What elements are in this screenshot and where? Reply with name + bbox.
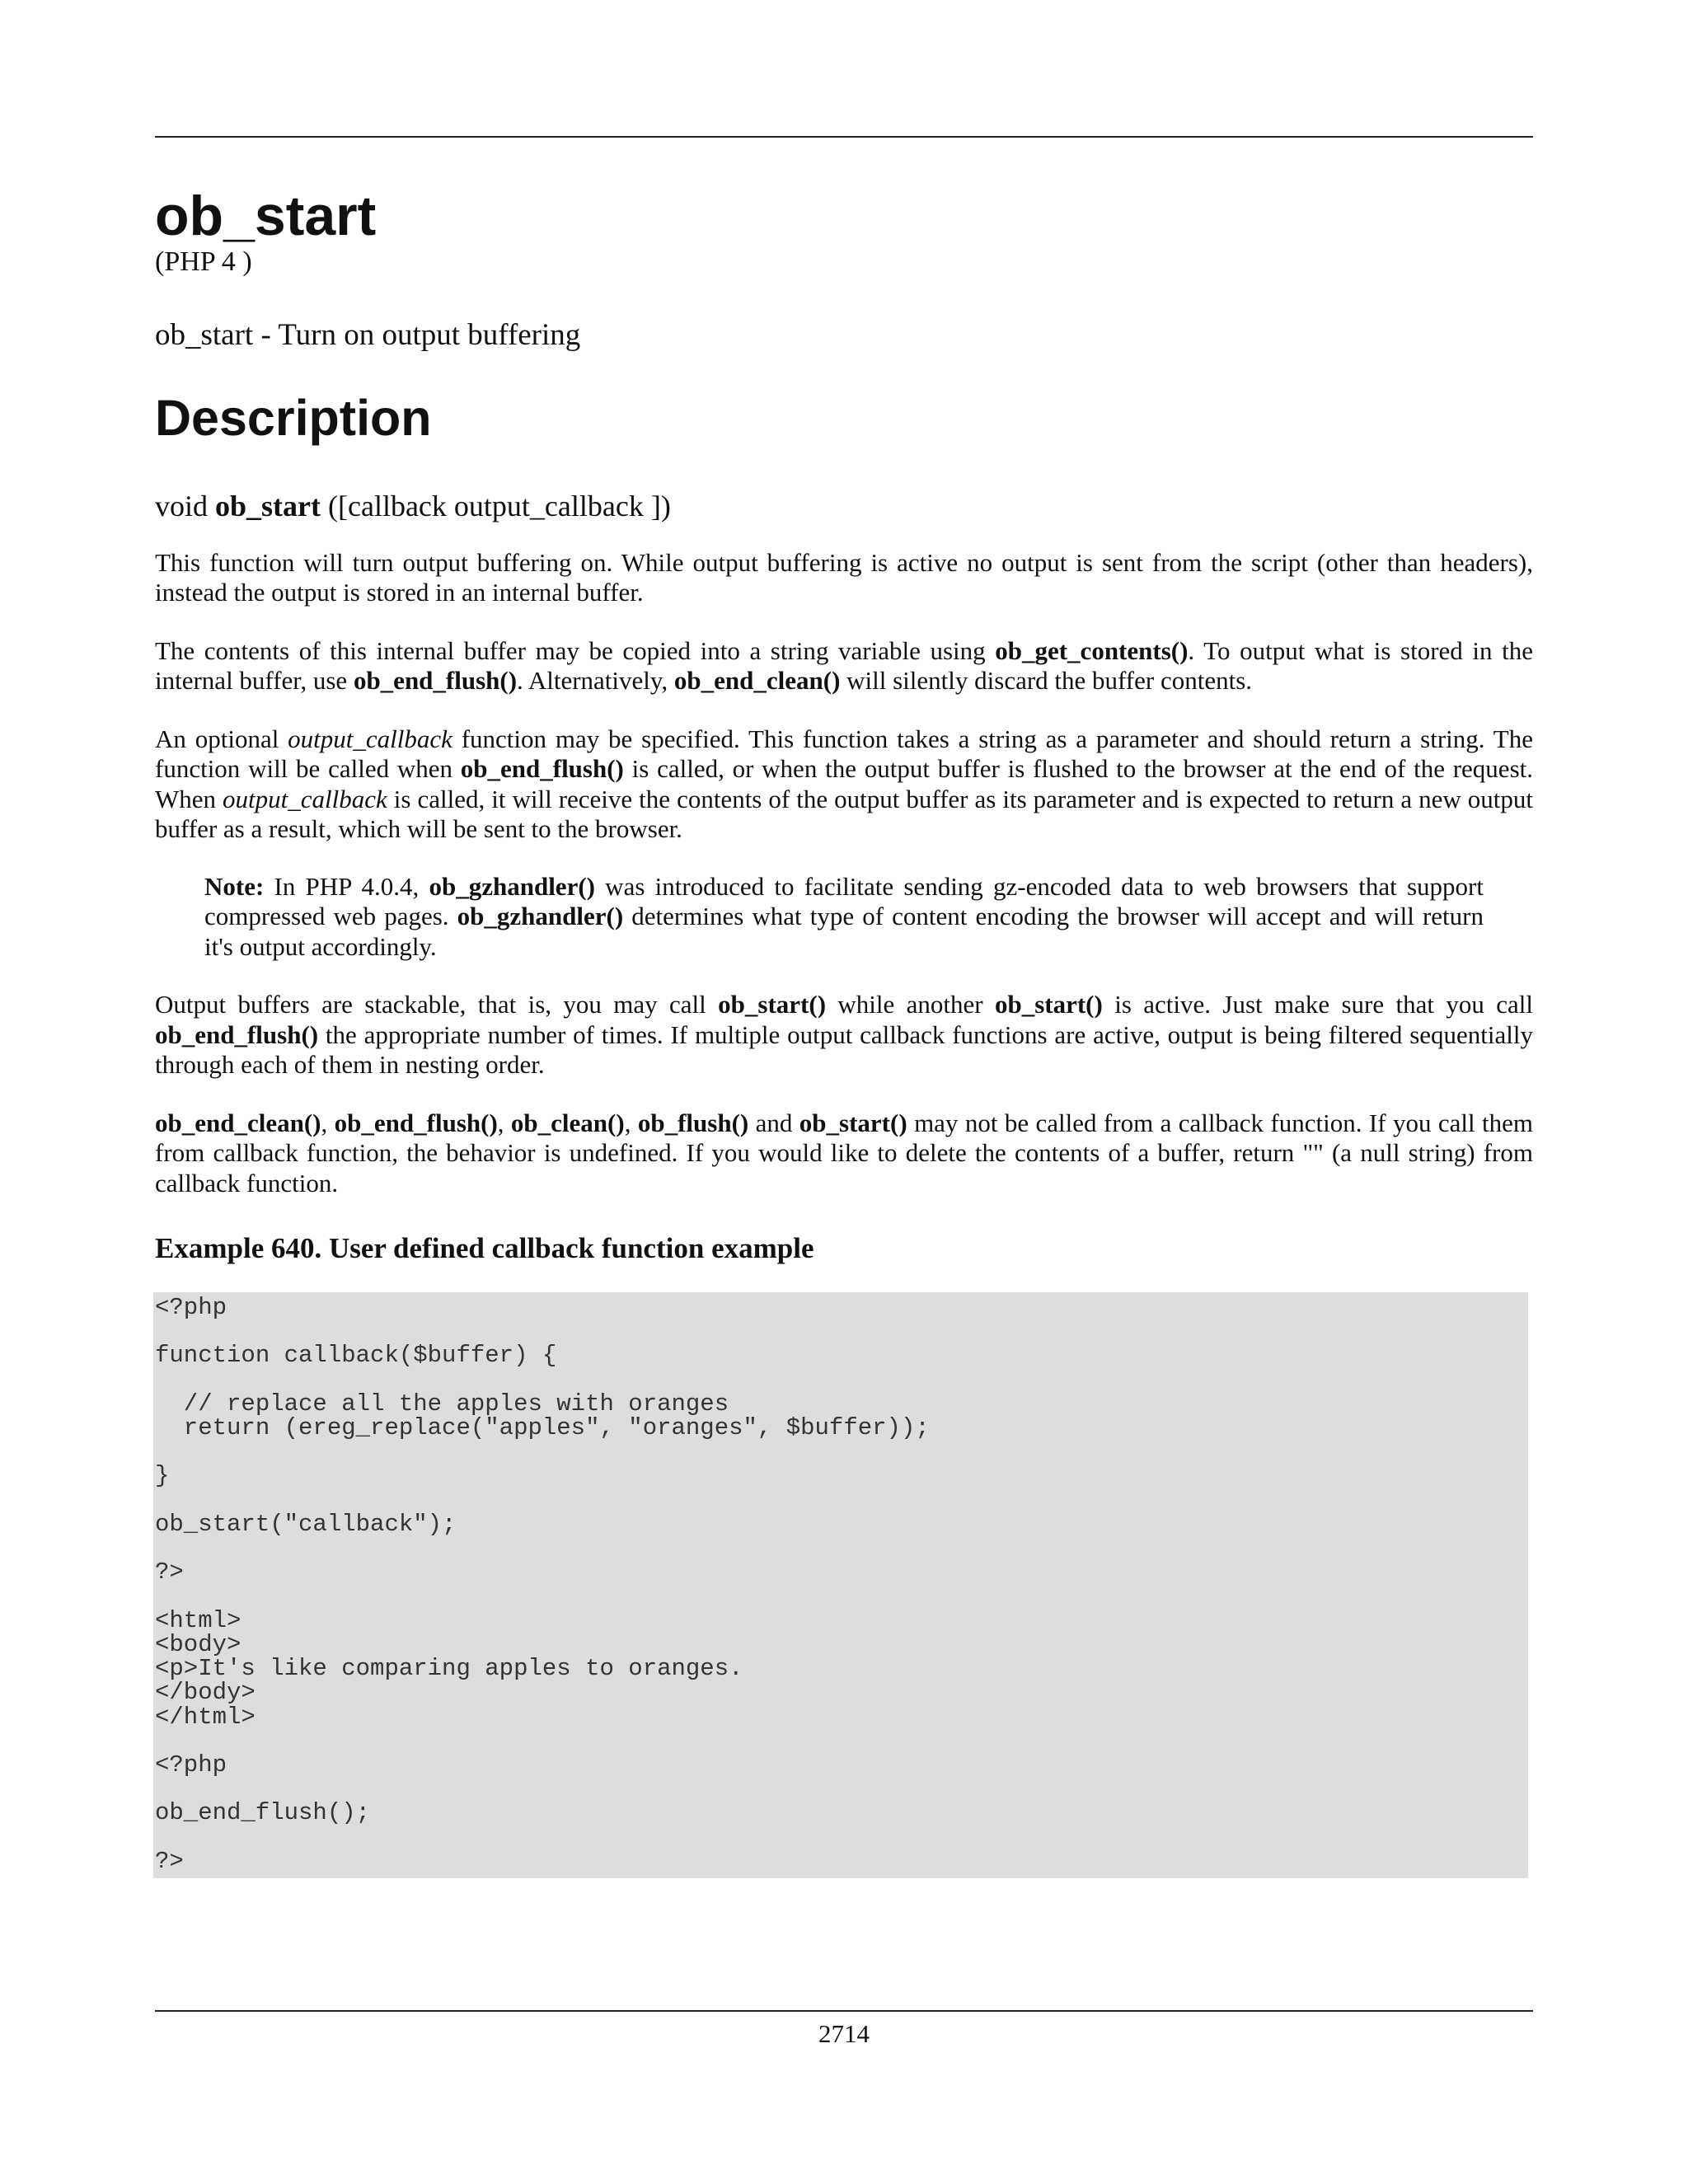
page-title: ob_start <box>155 185 377 247</box>
param-output-callback: output_callback <box>288 724 452 753</box>
param-output-callback: output_callback <box>223 784 387 813</box>
text-span: is called, or when the output buffer is flushed to the browser at the end of the request. When <box>155 754 1533 813</box>
paragraph-callback <box>155 724 1533 845</box>
function-ref-ob-start: ob_start() <box>718 990 827 1019</box>
text-span: may not be called from a callback function. If you call them from callback function, the behavior is undefined. If you would like to delete the contents of a buffer, return "" (a null string) from callback function. <box>155 1108 1533 1197</box>
function-ref-ob-start: ob_start() <box>994 990 1103 1019</box>
text-span: . Alternatively, <box>517 666 674 696</box>
method-synopsis <box>155 489 1533 524</box>
refpurpose: ob_start - Turn on output buffering <box>155 317 581 352</box>
text-span: is called, it will receive the contents of the output buffer as its parameter and is expected to return a new output buffer as a result, which will be sent to the browser. <box>155 784 1533 844</box>
text-span: while another <box>826 990 995 1019</box>
paragraph-intro: This function will turn output buffering on. While output buffering is active no output is sent from the script (other than headers), instead the output is stored in an internal buffer. <box>155 547 1533 607</box>
text-span: Output buffers are stackable, that is, you may call <box>155 990 719 1019</box>
synopsis-function-name: ob_start <box>215 490 321 523</box>
paragraph-contents <box>155 636 1533 696</box>
header-rule <box>155 136 1533 138</box>
text-span: The contents of this internal buffer may be copied into a string variable using <box>155 635 996 665</box>
synopsis-params: ([callback output_callback ]) <box>328 490 671 523</box>
example-title: Example 640. User defined callback function example <box>155 1232 814 1265</box>
text-span: An optional <box>155 724 288 753</box>
page-content <box>155 185 1533 1878</box>
text-span: and <box>748 1108 799 1137</box>
function-ref-ob-gzhandler: ob_gzhandler() <box>457 902 624 931</box>
note-block <box>204 872 1484 963</box>
text-span: is active. Just make sure that you call <box>1102 990 1533 1019</box>
function-ref-ob-end-flush: ob_end_flush() <box>334 1108 498 1137</box>
text-span: , <box>321 1108 335 1137</box>
function-ref-ob-end-clean: ob_end_clean() <box>673 666 841 696</box>
function-ref-ob-end-flush: ob_end_flush() <box>155 1019 319 1049</box>
function-ref-ob-start: ob_start() <box>799 1108 907 1137</box>
text-span: . To output what is stored in the internal buffer, use <box>155 635 1533 696</box>
function-ref-ob-gzhandler: ob_gzhandler() <box>429 871 595 901</box>
text-span: will silently discard the buffer contents. <box>840 666 1253 696</box>
function-ref-ob-end-clean: ob_end_clean() <box>155 1108 321 1137</box>
function-ref-ob-end-flush: ob_end_flush() <box>353 666 518 696</box>
page-number: 2714 <box>818 2019 870 2048</box>
function-ref-ob-end-flush: ob_end_flush() <box>460 754 624 784</box>
text-span: , <box>497 1108 511 1137</box>
paragraph-stackable <box>155 990 1533 1080</box>
text-span: , <box>624 1108 638 1137</box>
text-span: the appropriate number of times. If multiple output callback functions are active, output is being filtered sequentially through each of them in nesting order. <box>155 1019 1533 1080</box>
function-ref-ob-get-contents: ob_get_contents() <box>995 635 1189 665</box>
paragraph-restrictions <box>155 1108 1533 1199</box>
function-ref-ob-flush: ob_flush() <box>637 1108 749 1137</box>
text-span: determines what type of content encoding the browser will accept and will return it's output accordingly. <box>204 902 1484 961</box>
function-ref-ob-clean: ob_clean() <box>510 1108 625 1137</box>
note-label: Note: <box>204 871 265 901</box>
example-code-block: <?php function callback($buffer) { // replace all the apples with oranges return (ereg_replace("apples", "oranges", $buffer)); } ob_start("callback"); ?> <html> <body> <p>It's like comparing apples to oranges. </body> </html> <?php ob_end_flush(); ?> <box>153 1292 1528 1878</box>
text-span: function may be specified. This function takes a string as a parameter and should return a string. The function will be called when <box>155 724 1533 784</box>
footer-rule <box>155 2010 1533 2012</box>
section-heading: Description <box>155 390 432 447</box>
synopsis-return-type: void <box>155 490 209 523</box>
version-info: (PHP 4 ) <box>155 246 252 277</box>
text-span: In PHP 4.0.4, <box>264 871 429 901</box>
text-span: was introduced to facilitate sending gz-encoded data to web browsers that support compressed web pages. <box>204 871 1484 931</box>
